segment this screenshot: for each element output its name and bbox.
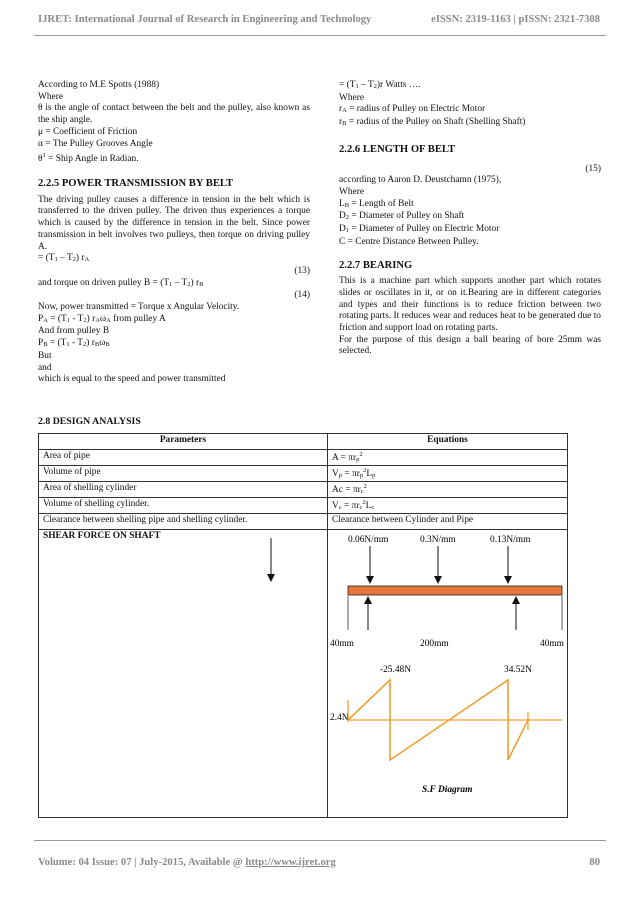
table-cell: Volume of shelling cylinder. <box>39 498 328 514</box>
journal-title: IJRET: International Journal of Research in Engineering and Technology <box>38 14 372 25</box>
table-cell <box>39 530 328 818</box>
text-line: Where <box>38 91 63 102</box>
sf-diagram <box>328 530 576 818</box>
footer-text: Volume: 04 Issue: 07 | July-2015, Available @ <box>38 857 246 868</box>
dim-label-3: 40mm <box>540 639 564 649</box>
section-heading-227: 2.2.7 BEARING <box>339 260 413 272</box>
load-label-3: 0.13N/mm <box>490 535 531 545</box>
table-cell: Clearance between shelling pipe and shelling cylinder. <box>39 514 328 530</box>
text-line: $\theta^1$ = Ship Angle in Radian. <box>38 152 139 165</box>
design-table <box>38 433 568 818</box>
table-cell: Area of pipe <box>39 450 328 466</box>
table-row <box>39 514 568 530</box>
equation-number-15: (15) <box>585 163 601 174</box>
arrowhead-icon <box>366 576 374 584</box>
table-row <box>39 482 568 498</box>
text-line: Now, power transmitted = Torque x Angular Velocity. <box>38 302 240 313</box>
table-row <box>39 450 568 466</box>
text-line: θ is the angle of contact between the belt and the pulley, also known as the ship angle. <box>38 103 310 126</box>
column-header: Parameters <box>39 434 328 450</box>
table-cell <box>328 530 568 818</box>
arrowhead-icon <box>512 596 520 604</box>
equation: = $(T_1 - T_2)r$ Watts …. <box>339 80 421 90</box>
table-row <box>39 466 568 482</box>
text-line: α = The Pulley Grooves Angle <box>38 138 153 149</box>
table-header-row <box>39 434 568 450</box>
text-line: But <box>38 350 52 361</box>
equation: $P_B = (T_1 - T_2)$ $r_B\omega_B$ <box>38 338 110 349</box>
table-cell: Volume of pipe <box>39 466 328 482</box>
equation-number-14: (14) <box>294 290 310 301</box>
issn: eISSN: 2319-1163 | pISSN: 2321-7308 <box>431 14 600 25</box>
table-cell: Area of shelling cylinder <box>39 482 328 498</box>
load-label-2: 0.3N/mm <box>420 535 456 545</box>
section-heading-28: 2.8 DESIGN ANALYSIS <box>38 416 141 427</box>
load-label-1: 0.06N/mm <box>348 535 389 545</box>
equation-number-13: (13) <box>294 265 310 276</box>
paragraph: This is a machine part which supports another part which rotates slides or oscillates in it, or on it.Bearing are in different categories and types and their functions is to reduce friction between two rotating parts. It reduces wear and reduces heat to be generated due to friction and support load on rotating parts. <box>339 276 601 333</box>
shaft-beam <box>348 586 562 595</box>
page-number: 80 <box>589 857 600 868</box>
equation: $P_A = (T_1 - T_2)$ $r_A\omega_A$ from pulley A <box>38 313 166 324</box>
table-cell: Clearance between Cylinder and Pipe <box>328 514 568 530</box>
footer-info <box>38 857 336 868</box>
equation: and torque on driven pulley $B = (T_1 - T_2)$ $r_B$ <box>38 277 204 288</box>
journal-link[interactable]: http://www.ijret.org <box>245 857 336 868</box>
text-line: which is equal to the speed and power transmitted <box>38 374 226 385</box>
text-line: μ = Coefficient of Friction <box>38 126 138 137</box>
shear-arrow-figure <box>39 530 319 810</box>
arrowhead-icon <box>504 576 512 584</box>
shear-label: SHEAR FORCE ON SHAFT <box>43 531 161 541</box>
paragraph: The driving pulley causes a difference in tension in the belt which is transferred to the driven pulley. The driven thus experiences a torque which is caused by the difference in tension in the belt. Since power transmission in belt involves two pulleys, then torque on driving pulley A. <box>38 194 310 252</box>
table-cell: $V_c = \pi r_c^2L_c$ <box>328 498 568 514</box>
text-line: according to Aaron D. Deustchamn (1975), <box>339 175 502 186</box>
dim-label-2: 200mm <box>420 639 449 649</box>
sf-label-2: 34.52N <box>504 665 532 675</box>
section-heading-225: 2.2.5 POWER TRANSMISSION BY BELT <box>38 178 234 190</box>
sf-label-1: -25.48N <box>380 665 411 675</box>
text-line: And from pulley B <box>38 326 110 337</box>
text-line: $r_B$ = radius of the Pulley on Shaft (Shelling Shaft) <box>339 117 526 128</box>
text-line: According to M.E Spotts (1988) <box>38 80 160 90</box>
text-line: Where <box>339 186 364 197</box>
arrowhead-icon <box>434 576 442 584</box>
arrowhead-icon <box>364 596 372 604</box>
page-footer <box>38 857 600 868</box>
right-column <box>339 80 601 358</box>
text-line: $D_2$ = Diameter of Pulley on Shaft <box>339 211 465 222</box>
text-line: and <box>38 362 52 373</box>
left-column <box>38 80 310 386</box>
footer-rule <box>34 840 606 841</box>
text-line: C = Centre Distance Between Pulley. <box>339 236 479 247</box>
sf-label-3: 2.4N <box>330 713 349 723</box>
text-line: $L_B$ = Length of Belt <box>339 198 414 209</box>
text-line: $r_A$ = radius of Pulley on Electric Motor <box>339 104 486 115</box>
table-cell: $V_p = \pi r_p^2L_p$ <box>328 466 568 482</box>
table-cell: $A = \pi r_p^2$ <box>328 450 568 466</box>
header-rule <box>34 35 606 36</box>
table-cell: $Ac = \pi r_c^2$ <box>328 482 568 498</box>
text-line: $D_1$ = Diameter of Pulley on Electric Motor <box>339 224 500 235</box>
dim-label-1: 40mm <box>330 639 354 649</box>
sf-diagram-title: S.F Diagram <box>422 785 473 795</box>
column-header: Equations <box>328 434 568 450</box>
text-line: Where <box>339 92 364 103</box>
table-row-shear <box>39 530 568 818</box>
page-header <box>38 14 600 25</box>
equation: = $(T_1 - T_2)$ $r_A$ <box>38 253 90 264</box>
paragraph: For the purpose of this design a ball bearing of bore 25mm was selected. <box>339 334 601 357</box>
section-heading-226: 2.2.6 LENGTH OF BELT <box>339 143 456 155</box>
table-row <box>39 498 568 514</box>
arrowhead-icon <box>267 574 275 582</box>
